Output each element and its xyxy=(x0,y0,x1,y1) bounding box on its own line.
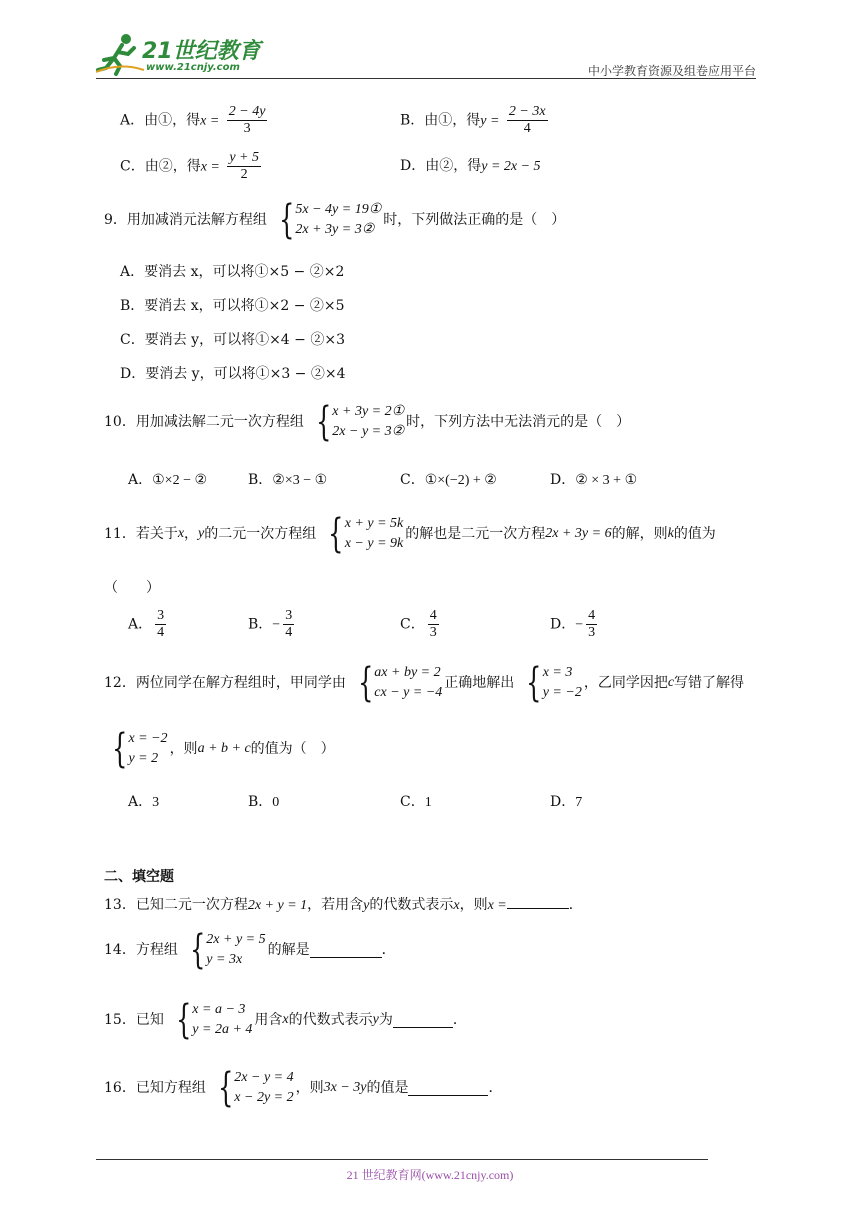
fraction: $\frac{2 - 4y}{3}$ xyxy=(228,104,266,136)
equation-system: { x = a − 3 y = 2a + 4 xyxy=(176,997,253,1043)
q10-option-b: B．②×3 − ① xyxy=(248,472,328,488)
equation-system: { 5x − 4y = 19① 2x + 3y = 3② xyxy=(279,197,382,243)
q12-option-b: B．0 xyxy=(248,794,280,810)
solution-system: { x = 3 y = −2 xyxy=(526,660,582,706)
q11-option-a: A． $\frac{3}{4}$ xyxy=(128,608,165,640)
equation-system: { x + y = 5k x − y = 9k xyxy=(328,511,404,557)
q8-option-d: D．由②，得y = 2x − 5 xyxy=(400,158,541,174)
q9-option-d: D．要消去 y，可以将①×3 − ②×4 xyxy=(120,366,346,382)
header-logo xyxy=(96,32,266,78)
question-11: 11． 若关于 x ， y 的二元一次方程组 { x + y = 5k x − y = 9k 的解也是二元一次方程 2x + 3y = 6 的解，则 k 的值为 xyxy=(104,511,716,557)
question-15: 15． 已知 { x = a − 3 y = 2a + 4 用含 x 的代数式表示 y 为 ． xyxy=(104,997,467,1043)
question-13: 13．已知二元一次方程2x + y = 1，若用含y的代数式表示x，则x = ． xyxy=(104,894,583,916)
q8-option-c: C．由②，得x = $\frac{y + 5}{2}$ xyxy=(120,150,260,182)
question-12-line2: { x = −2 y = 2 ，则 a + b + c 的值为（ ） xyxy=(100,729,335,769)
answer-blank[interactable] xyxy=(507,894,569,909)
q8-option-a: A．由①，得x = $\frac{2 - 4y}{3}$ xyxy=(120,104,266,136)
footer-rule xyxy=(96,1159,708,1160)
answer-blank[interactable] xyxy=(408,1081,488,1096)
q8-option-b: B．由①，得y = $\frac{2 - 3x}{4}$ xyxy=(400,104,546,136)
q9-option-a: A．要消去 x，可以将①×5 − ②×2 xyxy=(120,264,345,280)
header-platform-text: 中小学教育资源及组卷应用平台 xyxy=(587,64,756,78)
q10-option-a: A．①×2 − ② xyxy=(128,472,208,488)
q9-option-b: B．要消去 x，可以将①×2 − ②×5 xyxy=(120,298,345,314)
question-16: 16． 已知方程组 { 2x − y = 4 x − 2y = 2 ，则 3x − 3y 的值是 ． xyxy=(104,1065,503,1111)
q11-option-d: D．− $\frac{4}{3}$ xyxy=(550,608,596,640)
q10-option-c: C．①×(−2) + ② xyxy=(400,472,497,488)
q10-option-d: D．② × 3 + ① xyxy=(550,472,638,488)
q12-option-a: A．3 xyxy=(128,794,160,810)
answer-blank[interactable] xyxy=(310,943,382,958)
q12-option-d: D．7 xyxy=(550,794,583,810)
logo-sub-text: www.21cnjy.com xyxy=(146,62,240,73)
equation-system: { 2x − y = 4 x − 2y = 2 xyxy=(218,1065,294,1111)
equation-system: { 2x + y = 5 y = 3x xyxy=(190,927,266,973)
question-12: 12． 两位同学在解方程组时，甲同学由 { ax + by = 2 cx − y = −4 正确地解出 { x = 3 y = −2 ，乙同学因把 c 写错了解得 xyxy=(104,660,745,706)
q9-option-c: C．要消去 y，可以将①×4 − ②×3 xyxy=(120,332,345,348)
fraction: $\frac{y + 5}{2}$ xyxy=(229,150,260,182)
footer-website[interactable]: 21 世纪教育网(www.21cnjy.com) xyxy=(346,1168,514,1182)
solution-system: { x = −2 y = 2 xyxy=(112,726,168,772)
question-10: 10． 用加减法解二元一次方程组 { x + 3y = 2① 2x − y = 3② 时，下列方法中无法消元的是（ ） xyxy=(104,399,631,445)
question-9: 9． 用加减消元法解方程组 { 5x − 4y = 19① 2x + 3y = 3② 时，下列做法正确的是（ ） xyxy=(104,197,566,243)
q12-option-c: C．1 xyxy=(400,794,432,810)
q11-option-b: B．− $\frac{3}{4}$ xyxy=(248,608,293,640)
header-rule xyxy=(96,78,756,79)
logo-main-text: 21世纪教育 xyxy=(142,39,261,64)
equation-system: { ax + by = 2 cx − y = −4 xyxy=(358,660,443,706)
section-title: 二、填空题 xyxy=(104,869,174,885)
runner-logo-icon xyxy=(96,32,144,76)
q11-answer-paren: （ ） xyxy=(104,580,160,596)
fraction: $\frac{2 - 3x}{4}$ xyxy=(508,104,546,136)
question-14: 14． 方程组 { 2x + y = 5 y = 3x 的解是 ． xyxy=(104,927,396,973)
answer-blank[interactable] xyxy=(393,1013,453,1028)
equation-system: { x + 3y = 2① 2x − y = 3② xyxy=(316,399,405,445)
q11-option-c: C． $\frac{4}{3}$ xyxy=(400,608,437,640)
